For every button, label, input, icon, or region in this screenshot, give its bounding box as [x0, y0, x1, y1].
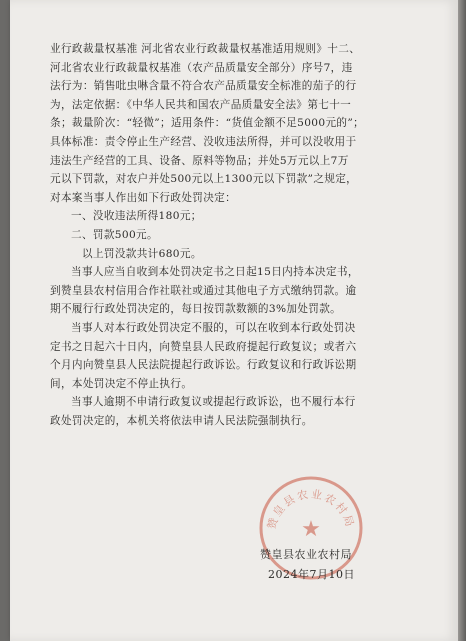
- body-line: 为，法定依据：《中华人民共和国农产品质量安全法》第七十一: [50, 98, 352, 111]
- body-line: 当事人逾期不申请行政复议或提起行政诉讼，也不履行本行: [71, 396, 356, 409]
- document-body: [50, 40, 430, 430]
- body-line: 当事人应当自收到本处罚决定书之日起15日内持本决定书，: [71, 266, 359, 279]
- issue-date: 2024年7月10日: [268, 568, 355, 581]
- body-line: 元以下罚款，对农户并处500元以上1300元以下罚款”之规定，: [50, 173, 358, 186]
- body-line: 业行政裁量权基准 河北省农业行政裁量权基准适用规则》十二、: [50, 43, 361, 55]
- body-line: 期不履行行政处罚决定的，每日按罚款数额的3%加处罚款。: [50, 303, 342, 316]
- body-line: 个月内向赞皇县人民法院提起行政诉讼。行政复议和行政诉讼期: [50, 359, 357, 372]
- decision-item-1: 一、没收违法所得180元；: [71, 210, 202, 223]
- body-line: 间，本处罚决定不停止执行。: [50, 377, 193, 390]
- seal-star-icon: ★: [301, 517, 321, 542]
- body-line: 河北省农业行政裁量权基准（农产品质量安全部分）序号7，违: [50, 61, 353, 74]
- seal-text: 赞皇县农业农村局: [265, 487, 357, 531]
- body-line: 条；裁量阶次：“轻微”；适用条件：“货值金额不足5000元的”；: [50, 117, 365, 130]
- body-line: 定书之日起六十日内，向赞皇县人民政府提起行政复议；或者六: [50, 340, 357, 353]
- body-line: 对本案当事人作出如下行政处罚决定：: [50, 191, 237, 204]
- body-line: 法行为：销售吡虫啉含量不符合农产品质量安全标准的茄子的行: [50, 80, 357, 93]
- body-line: 违法生产经营的工具、设备、原料等物品；并处5万元以上7万: [50, 154, 349, 167]
- body-line: 具体标准：责令停止生产经营、没收违法所得，并可以没收用于: [50, 135, 357, 148]
- body-line: 当事人对本行政处罚决定不服的，可以在收到本行政处罚决: [71, 321, 356, 334]
- issuing-authority: 赞皇县农业农村局: [260, 548, 352, 561]
- total-amount: 以上罚没款共计680元。: [82, 247, 202, 260]
- decision-item-2: 二、罚款500元。: [71, 228, 158, 241]
- document-page: [10, 0, 458, 641]
- body-line: 到赞皇县农村信用合作社联社或通过其他电子方式缴纳罚款。逾: [50, 284, 357, 297]
- signature-block: [260, 545, 352, 565]
- page-edge: [458, 0, 466, 641]
- body-line: 政处罚决定的，本机关将依法申请人民法院强制执行。: [50, 414, 313, 427]
